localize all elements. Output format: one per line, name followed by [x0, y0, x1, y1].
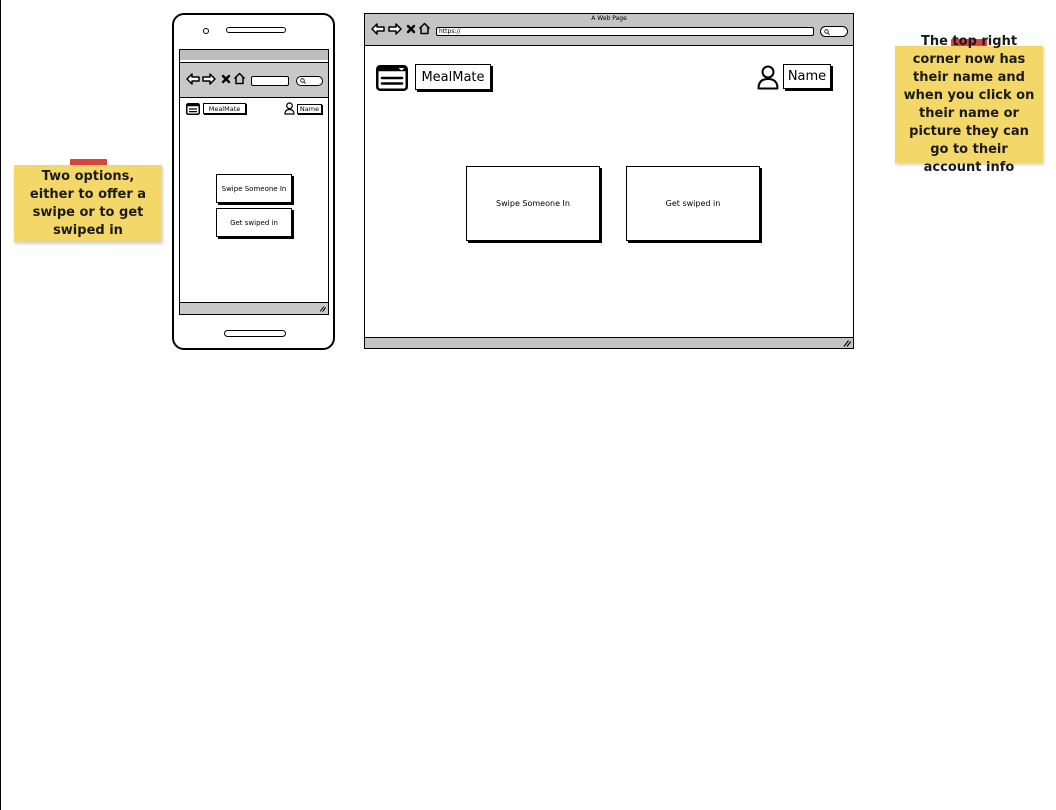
mobile-status-bar	[180, 50, 328, 60]
sticky-note-right	[895, 33, 1043, 175]
mobile-url-field[interactable]	[251, 76, 289, 86]
mobile-app-name-label	[203, 103, 246, 114]
phone-speaker	[226, 27, 286, 33]
hamburger-menu-icon[interactable]	[186, 103, 200, 115]
desktop-get-swiped-in-button[interactable]	[626, 166, 760, 241]
home-icon[interactable]	[233, 72, 246, 85]
user-icon[interactable]	[757, 65, 779, 90]
close-icon[interactable]	[406, 24, 416, 34]
desktop-user-name-text: Name	[787, 69, 827, 84]
mobile-bottom-bar	[180, 302, 328, 314]
mobile-user-name-text: Name	[299, 105, 320, 113]
sticky-note-left	[14, 165, 162, 242]
user-icon[interactable]	[284, 102, 295, 115]
mobile-user-name-link[interactable]	[297, 104, 322, 114]
desktop-url-text: https://	[439, 28, 461, 35]
search-icon	[824, 29, 830, 35]
mobile-search-pill[interactable]	[296, 76, 323, 86]
desktop-app-name-text: MealMate	[421, 69, 485, 85]
resize-grip-icon[interactable]	[843, 340, 851, 347]
phone-home-button[interactable]	[224, 330, 286, 337]
desktop-swipe-someone-in-button[interactable]	[466, 166, 600, 241]
sticky-note-right-text: The top right corner now has their name and when you click on their name or picture they can go to their account info	[903, 33, 1035, 175]
mobile-get-swiped-in-label: Get swiped in	[230, 218, 278, 227]
close-icon[interactable]	[221, 74, 231, 84]
home-icon[interactable]	[418, 22, 431, 35]
back-arrow-icon[interactable]	[371, 23, 385, 35]
desktop-url-field[interactable]	[436, 27, 814, 36]
desktop-status-bar	[365, 337, 853, 348]
mobile-swipe-someone-in-label: Swipe Someone In	[221, 184, 287, 193]
canvas-left-edge	[0, 0, 1, 810]
desktop-search-pill[interactable]	[820, 26, 848, 37]
desktop-app-name-label	[415, 64, 491, 90]
sticky-note-left-text: Two options, either to offer a swipe or to get swiped in	[29, 168, 147, 238]
forward-arrow-icon[interactable]	[388, 23, 402, 35]
mobile-swipe-someone-in-button[interactable]	[216, 174, 292, 203]
mobile-get-swiped-in-button[interactable]	[216, 208, 292, 237]
desktop-swipe-someone-in-label: Swipe Someone In	[496, 199, 570, 208]
phone-camera	[203, 28, 209, 34]
search-icon	[300, 78, 306, 84]
back-arrow-icon[interactable]	[186, 73, 200, 85]
desktop-window-title: A Web Page	[591, 15, 627, 22]
desktop-user-name-link[interactable]	[783, 64, 831, 89]
forward-arrow-icon[interactable]	[202, 73, 216, 85]
resize-grip-icon[interactable]	[319, 306, 326, 312]
hamburger-menu-icon[interactable]	[376, 65, 408, 91]
desktop-get-swiped-in-label: Get swiped in	[665, 199, 721, 208]
mobile-app-name-text: MealMate	[208, 104, 241, 113]
